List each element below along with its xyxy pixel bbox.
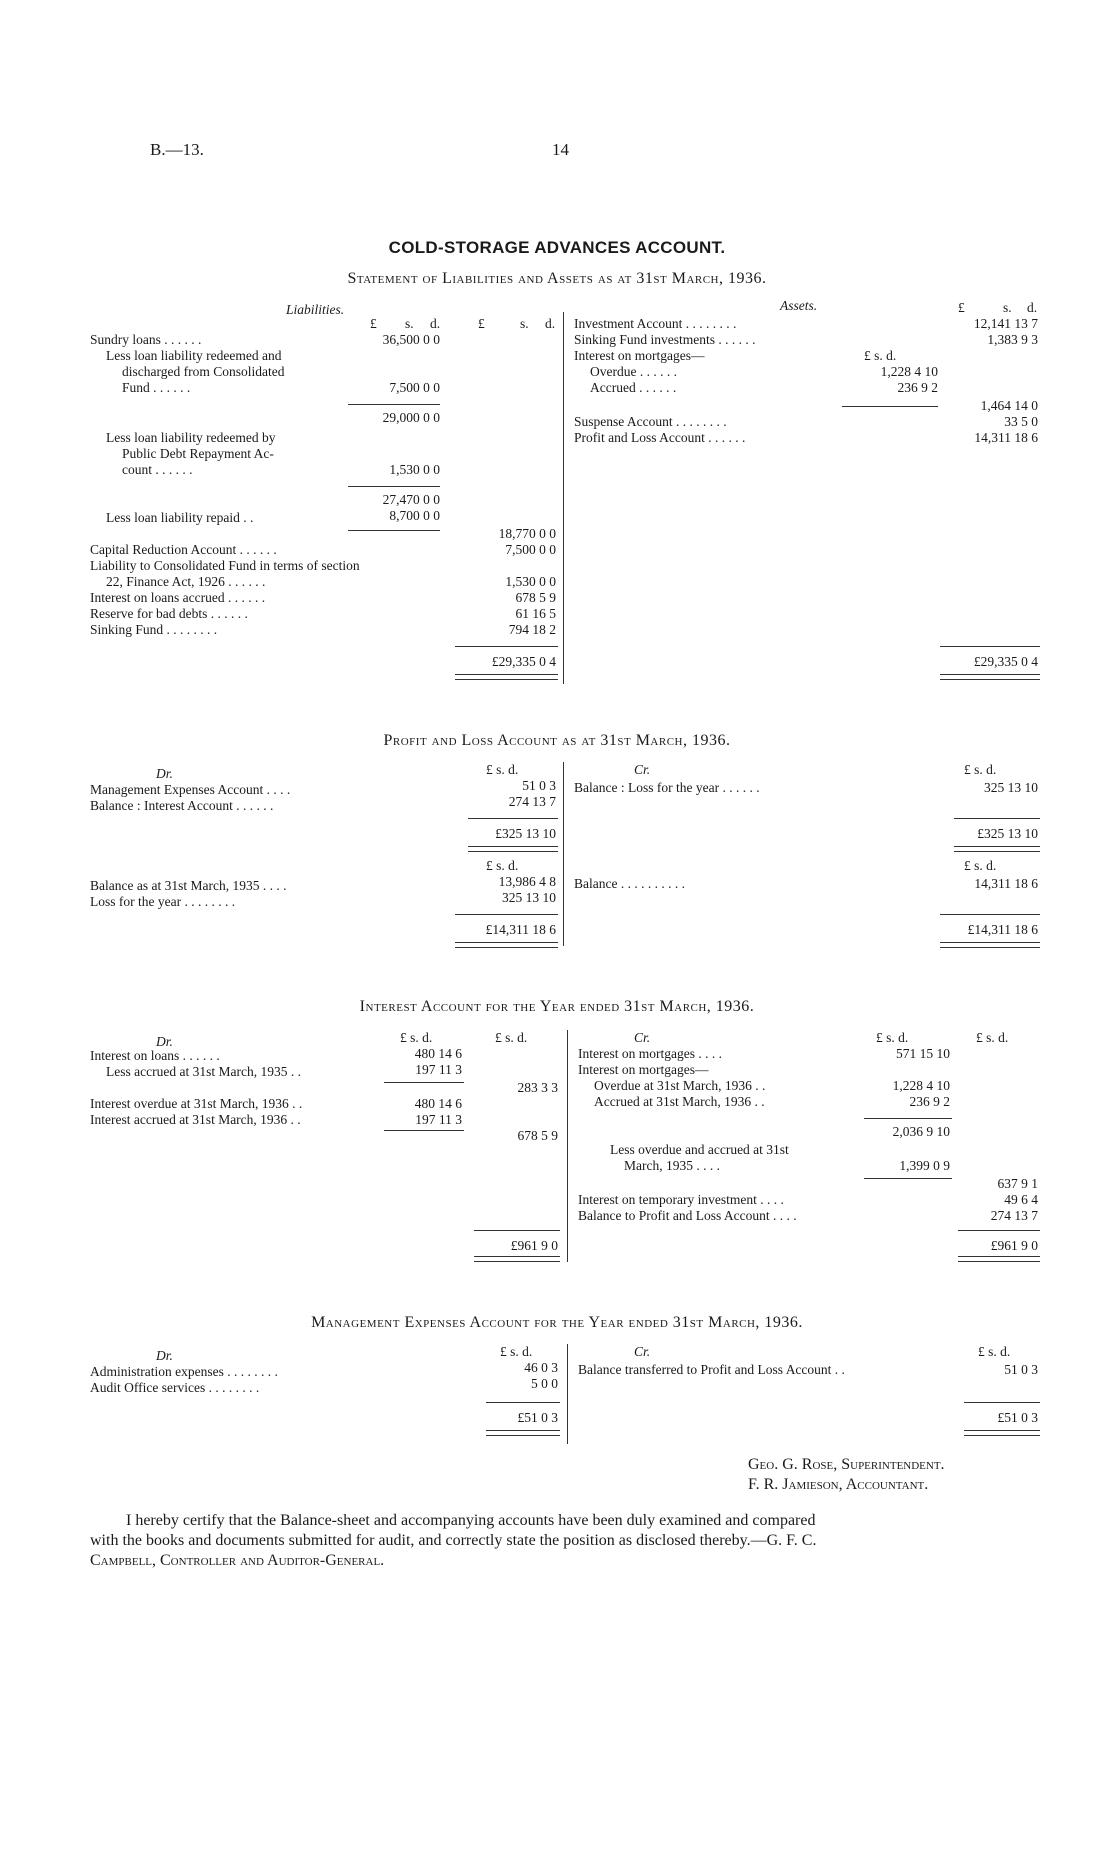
asset-row-3: Interest on mortgages— bbox=[574, 348, 705, 363]
mgmt-dr-row-2: Audit Office services . . . . . . . . bbox=[90, 1380, 260, 1395]
pl-dr-row-2: Balance : Interest Account . . . . . . bbox=[90, 798, 274, 813]
asset-subcol-heads: £ s. d. bbox=[864, 348, 897, 363]
int-dr-amt-1: 480 14 6 bbox=[414, 1046, 462, 1061]
asset-amt-1: 12,141 13 7 bbox=[973, 316, 1038, 331]
asset-row-1: Investment Account . . . . . . . . bbox=[574, 316, 737, 331]
certificate-line-1: I hereby certify that the Balance-sheet and accompanying accounts have been duly examined and compared bbox=[126, 1512, 816, 1529]
liab-subtotal-3: 18,770 0 0 bbox=[498, 526, 556, 541]
pl-cr-total-2: £14,311 18 6 bbox=[967, 922, 1038, 937]
certificate-line-3: Campbell, Controller and Auditor-General. bbox=[90, 1552, 385, 1569]
liab-col-pound-a: £ bbox=[370, 316, 377, 331]
int-cr-total: £961 9 0 bbox=[990, 1238, 1038, 1253]
int-dr-row-5: Interest accrued at 31st March, 1936 . . bbox=[90, 1112, 301, 1127]
liab-amt-4: 7,500 0 0 bbox=[389, 380, 440, 395]
pl-dr-total-2: £14,311 18 6 bbox=[485, 922, 556, 937]
int-dr-row-4: Interest overdue at 31st March, 1936 . . bbox=[90, 1096, 303, 1111]
int-cr-row-9: Interest on temporary investment . . . . bbox=[578, 1192, 784, 1207]
int-dr-amt-5: 197 11 3 bbox=[415, 1112, 462, 1127]
asset-amt-7: 33 5 0 bbox=[1004, 414, 1038, 429]
liab-row-8: count . . . . . . bbox=[122, 462, 193, 477]
liab-row-15: Interest on loans accrued . . . . . . bbox=[90, 590, 266, 605]
int-cr-label: Cr. bbox=[634, 1030, 651, 1045]
int-cr-heads-a: £ s. d. bbox=[876, 1030, 909, 1045]
liab-row-4: Fund . . . . . . bbox=[122, 380, 191, 395]
asset-row-7: Suspense Account . . . . . . . . bbox=[574, 414, 727, 429]
liab-col-s-a: s. bbox=[405, 316, 414, 331]
pl-dr-heads-1: £ s. d. bbox=[486, 762, 519, 777]
pl-cr-label: Cr. bbox=[634, 762, 651, 777]
mgmt-title: Management Expenses Account for the Year ended 31st March, 1936. bbox=[311, 1314, 803, 1331]
liab-row-10: Less loan liability repaid . . bbox=[106, 510, 254, 525]
asset-amt-8: 14,311 18 6 bbox=[974, 430, 1038, 445]
liab-row-17: Sinking Fund . . . . . . . . bbox=[90, 622, 218, 637]
liab-subtotal-1: 29,000 0 0 bbox=[382, 410, 440, 425]
int-dr-total: £961 9 0 bbox=[510, 1238, 558, 1253]
mgmt-cr-row-1: Balance transferred to Profit and Loss Account . . bbox=[578, 1362, 845, 1377]
int-dr-heads-b: £ s. d. bbox=[495, 1030, 528, 1045]
pl-cr-row-1: Balance : Loss for the year . . . . . . bbox=[574, 780, 760, 795]
asset-amt-5: 236 9 2 bbox=[897, 380, 938, 395]
mgmt-dr-amt-1: 46 0 3 bbox=[524, 1360, 558, 1375]
pl-dr-row-4: Loss for the year . . . . . . . . bbox=[90, 894, 236, 909]
liab-col-d-b: d. bbox=[545, 316, 556, 331]
int-cr-row-3: Overdue at 31st March, 1936 . . bbox=[594, 1078, 766, 1093]
int-cr-amt-7: 1,399 0 9 bbox=[899, 1158, 950, 1173]
int-cr-amt-1: 571 15 10 bbox=[896, 1046, 950, 1061]
liab-total: £29,335 0 4 bbox=[491, 654, 556, 669]
asset-amt-6: 1,464 14 0 bbox=[980, 398, 1038, 413]
liab-row-13: Liability to Consolidated Fund in terms of section bbox=[90, 558, 360, 573]
int-cr-amt-5: 2,036 9 10 bbox=[892, 1124, 950, 1139]
pl-cr-heads-1: £ s. d. bbox=[964, 762, 997, 777]
int-dr-row-1: Interest on loans . . . . . . bbox=[90, 1048, 220, 1063]
int-cr-row-6: Less overdue and accrued at 31st bbox=[610, 1142, 789, 1157]
liab-row-16: Reserve for bad debts . . . . . . bbox=[90, 606, 248, 621]
pl-dr-amt-4: 325 13 10 bbox=[502, 890, 556, 905]
liab-row-7: Public Debt Repayment Ac- bbox=[122, 446, 274, 461]
liab-col-d-a: d. bbox=[430, 316, 441, 331]
int-dr-amt-4: 480 14 6 bbox=[414, 1096, 462, 1111]
document-title: COLD-STORAGE ADVANCES ACCOUNT. bbox=[388, 238, 726, 257]
liab-row-14: 22, Finance Act, 1926 . . . . . . bbox=[106, 574, 266, 589]
asset-row-8: Profit and Loss Account . . . . . . bbox=[574, 430, 746, 445]
liab-amt-15: 678 5 9 bbox=[515, 590, 556, 605]
signature-superintendent: Geo. G. Rose, Superintendent. bbox=[748, 1456, 945, 1473]
liab-row-12: Capital Reduction Account . . . . . . bbox=[90, 542, 277, 557]
pl-cr-heads-2: £ s. d. bbox=[964, 858, 997, 873]
mgmt-cr-total: £51 0 3 bbox=[997, 1410, 1038, 1425]
int-dr-amt-2: 197 11 3 bbox=[415, 1062, 462, 1077]
pl-dr-row-3: Balance as at 31st March, 1935 . . . . bbox=[90, 878, 287, 893]
int-cr-row-2: Interest on mortgages— bbox=[578, 1062, 709, 1077]
asset-col-d: d. bbox=[1027, 300, 1038, 315]
pl-cr-total-1: £325 13 10 bbox=[977, 826, 1038, 841]
liab-amt-16: 61 16 5 bbox=[515, 606, 556, 621]
liab-row-6: Less loan liability redeemed by bbox=[106, 430, 276, 445]
int-dr-row-2: Less accrued at 31st March, 1935 . . bbox=[106, 1064, 301, 1079]
interest-title: Interest Account for the Year ended 31st March, 1936. bbox=[359, 998, 755, 1015]
int-dr-heads-a: £ s. d. bbox=[400, 1030, 433, 1045]
asset-amt-4: 1,228 4 10 bbox=[880, 364, 938, 379]
asset-row-5: Accrued . . . . . . bbox=[590, 380, 677, 395]
int-cr-amt-10: 274 13 7 bbox=[990, 1208, 1038, 1223]
liab-row-2: Less loan liability redeemed and bbox=[106, 348, 282, 363]
mgmt-cr-label: Cr. bbox=[634, 1344, 651, 1359]
signature-accountant: F. R. Jamieson, Accountant. bbox=[748, 1476, 929, 1493]
int-cr-row-10: Balance to Profit and Loss Account . . . . bbox=[578, 1208, 797, 1223]
mgmt-dr-row-1: Administration expenses . . . . . . . . bbox=[90, 1364, 278, 1379]
asset-amt-2: 1,383 9 3 bbox=[987, 332, 1038, 347]
pl-title: Profit and Loss Account as at 31st March, 1936. bbox=[383, 732, 731, 749]
assets-heading: Assets. bbox=[780, 298, 818, 313]
int-cr-amt-9: 49 6 4 bbox=[1004, 1192, 1038, 1207]
page-number: 14 bbox=[552, 140, 569, 159]
int-cr-heads-b: £ s. d. bbox=[976, 1030, 1009, 1045]
asset-col-s: s. bbox=[1003, 300, 1012, 315]
pl-dr-heads-2: £ s. d. bbox=[486, 858, 519, 873]
liab-amt-17: 794 18 2 bbox=[508, 622, 556, 637]
mgmt-dr-amt-2: 5 0 0 bbox=[531, 1376, 558, 1391]
liab-col-pound-b: £ bbox=[478, 316, 485, 331]
mgmt-dr-label: Dr. bbox=[156, 1348, 173, 1363]
int-cr-amt-3: 1,228 4 10 bbox=[892, 1078, 950, 1093]
int-cr-amt-4: 236 9 2 bbox=[909, 1094, 950, 1109]
pl-dr-amt-1: 51 0 3 bbox=[522, 778, 556, 793]
int-cr-row-7: March, 1935 . . . . bbox=[624, 1158, 720, 1173]
report-code: B.—13. bbox=[150, 140, 204, 159]
asset-total: £29,335 0 4 bbox=[973, 654, 1038, 669]
mgmt-dr-total: £51 0 3 bbox=[517, 1410, 558, 1425]
mgmt-dr-heads: £ s. d. bbox=[500, 1344, 533, 1359]
liab-row-1: Sundry loans . . . . . . bbox=[90, 332, 202, 347]
mgmt-cr-amt-1: 51 0 3 bbox=[1004, 1362, 1038, 1377]
pl-dr-amt-2: 274 13 7 bbox=[508, 794, 556, 809]
pl-dr-total-1: £325 13 10 bbox=[495, 826, 556, 841]
int-cr-row-4: Accrued at 31st March, 1936 . . bbox=[594, 1094, 765, 1109]
liabilities-heading: Liabilities. bbox=[286, 302, 345, 317]
pl-cr-amt-1: 325 13 10 bbox=[984, 780, 1038, 795]
liab-amt-1: 36,500 0 0 bbox=[382, 332, 440, 347]
asset-row-2: Sinking Fund investments . . . . . . bbox=[574, 332, 756, 347]
pl-dr-row-1: Management Expenses Account . . . . bbox=[90, 782, 291, 797]
pl-dr-amt-3: 13,986 4 8 bbox=[498, 874, 556, 889]
liab-col-s-b: s. bbox=[520, 316, 529, 331]
liab-row-3: discharged from Consolidated bbox=[122, 364, 285, 379]
asset-row-4: Overdue . . . . . . bbox=[590, 364, 677, 379]
certificate-line-2: with the books and documents submitted for audit, and correctly state the position as disclosed thereby.—G. F. C. bbox=[90, 1532, 817, 1549]
asset-col-pound: £ bbox=[958, 300, 965, 315]
pl-dr-label: Dr. bbox=[156, 766, 173, 781]
int-cr-amt-8: 637 9 1 bbox=[997, 1176, 1038, 1191]
liab-amt-12: 7,500 0 0 bbox=[505, 542, 556, 557]
pl-cr-row-2: Balance . . . . . . . . . . bbox=[574, 876, 685, 891]
int-cr-row-1: Interest on mortgages . . . . bbox=[578, 1046, 722, 1061]
mgmt-cr-heads: £ s. d. bbox=[978, 1344, 1011, 1359]
liab-amt-8: 1,530 0 0 bbox=[389, 462, 440, 477]
int-dr-amt-3: 283 3 3 bbox=[517, 1080, 558, 1095]
statement-title: Statement of Liabilities and Assets as at 31st March, 1936. bbox=[347, 270, 767, 287]
liab-amt-14: 1,530 0 0 bbox=[505, 574, 556, 589]
liab-amt-10: 8,700 0 0 bbox=[389, 508, 440, 523]
pl-cr-amt-2: 14,311 18 6 bbox=[974, 876, 1038, 891]
int-dr-label: Dr. bbox=[156, 1034, 173, 1049]
int-dr-amt-6: 678 5 9 bbox=[517, 1128, 558, 1143]
liab-subtotal-2: 27,470 0 0 bbox=[382, 492, 440, 507]
